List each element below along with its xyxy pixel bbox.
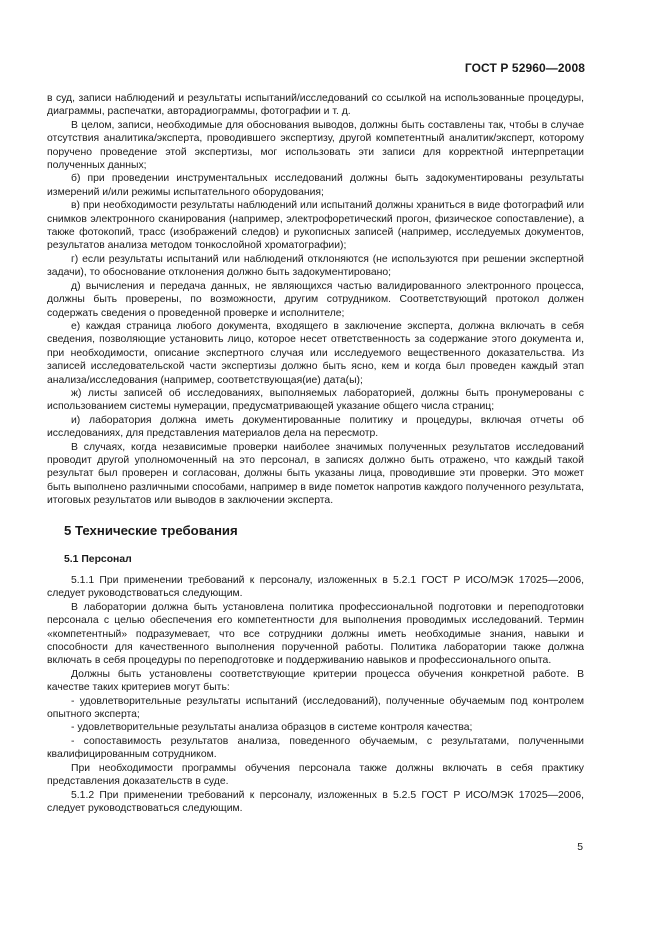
list-item: б) при проведении инструментальных исследований должны быть задокументированы результаты измерений и/или режимы испытательного оборудования; [47, 173, 584, 198]
list-item: - удовлетворительные результаты испытаний (исследований), полученные обучаемым под контролем опытного эксперта; [47, 695, 584, 721]
page-body [47, 92, 584, 815]
list-item: ж) листы записей об исследованиях, выполняемых лабораторией, должны быть пронумерованы с использованием системы нумерации, предусматривающей указание общего числа страниц; [47, 387, 584, 413]
paragraph: В целом, записи, необходимые для обоснования выводов, должны быть составлены так, чтобы в случае отсутствия аналитика/эксперта, проводившего экспертизу, другой компетентный аналитик/эксперт, которому поручено проведение этой экспертизы, мог использовать эти записи для корректной интерпретации полученных данных; [47, 119, 584, 172]
list-item: и) лаборатория должна иметь документированные политику и процедуры, включая отчеты об исследованиях, для представления материалов дела на пересмотр. [47, 414, 584, 440]
paragraph: При необходимости программы обучения персонала также должны включать в себя практику представления доказательств в суде. [47, 762, 584, 788]
paragraph: Должны быть установлены соответствующие критерии процесса обучения конкретной работе. В качестве таких критериев могут быть: [47, 668, 584, 694]
list-item: е) каждая страница любого документа, входящего в заключение эксперта, должна включать в себя сведения, позволяющие установить лицо, которое несет ответственность за содержание этого документа и, при необходимости, описание экспертного случая или исследуемого вещественного доказательства. Из записей исследовательской части экспертизы должно быть ясно, кем и когда был проведен каждый этап анализа/исследования (например, соответствующая(ие) дата(ы); [47, 320, 584, 386]
paragraph: 5.1.2 При применении требований к персоналу, изложенных в 5.2.5 ГОСТ Р ИСО/МЭК 17025—2006, следует руководствоваться следующим. [47, 789, 584, 814]
paragraph: В лаборатории должна быть установлена политика профессиональной подготовки и переподготовки персонала с целью обеспечения его компетентности для выполнения проводимых исследований. Термин «компетентный» подразумевает, что все сотрудники должны иметь необходимые знания, навыки и способности для качественного выполнения порученной работы. Политика лаборатории также должна включать в себя процедуры по переподготовке и поддерживанию навыков и профессионального опыта. [47, 601, 584, 667]
paragraph: 5.1.1 При применении требований к персоналу, изложенных в 5.2.1 ГОСТ Р ИСО/МЭК 17025—2006, следует руководствоваться следующим. [47, 575, 584, 600]
paragraph: В случаях, когда независимые проверки наиболее значимых полученных результатов исследований проводит другой уполномоченный на это персонал, в записях должно быть отражено, что каждый такой результат был проверен и согласован, должны быть указаны лица, проводившие эти проверки. Это может быть выполнено различными способами, например в виде пометок напротив каждого полученного результата, итоговых результатов или выводов в заключении эксперта. [47, 441, 584, 507]
list-item: г) если результаты испытаний или наблюдений отклоняются (не используются при решении экспертной задачи), то обоснование отклонения должно быть задокументировано; [47, 253, 584, 279]
subsection-heading: 5.1 Персонал [64, 553, 132, 565]
list-item: в) при необходимости результаты наблюдений или испытаний должны храниться в виде фотографий или снимков электронного сканирования (например, электрофоретический прогон, физическое сопоставление), а также фотокопий, трасс (изображений следов) и рукописных записей (например, исследуемых документов, результатов анализа методом тонкослойной хроматографии); [47, 200, 584, 252]
list-item: - удовлетворительные результаты анализа образцов в системе контроля качества; [71, 722, 473, 734]
section-heading: 5 Технические требования [64, 522, 238, 538]
page-number: 5 [577, 842, 583, 853]
list-item: - сопоставимость результатов анализа, поведенного обучаемым, с результатами, полученными квалифицированным сотрудником. [47, 735, 584, 761]
paragraph: в суд, записи наблюдений и результаты испытаний/исследований со ссылкой на использованные процедуры, диаграммы, распечатки, авторадиограммы, фотографии и т. д. [47, 93, 584, 118]
list-item: д) вычисления и передача данных, не являющихся частью валидированного электронного процесса, должны быть проверены, по возможности, другим сотрудником. Соответствующий протокол должен содержать сведения о проведенной проверке и исполнителе; [47, 280, 584, 319]
document-code-header: ГОСТ Р 52960—2008 [464, 61, 585, 75]
